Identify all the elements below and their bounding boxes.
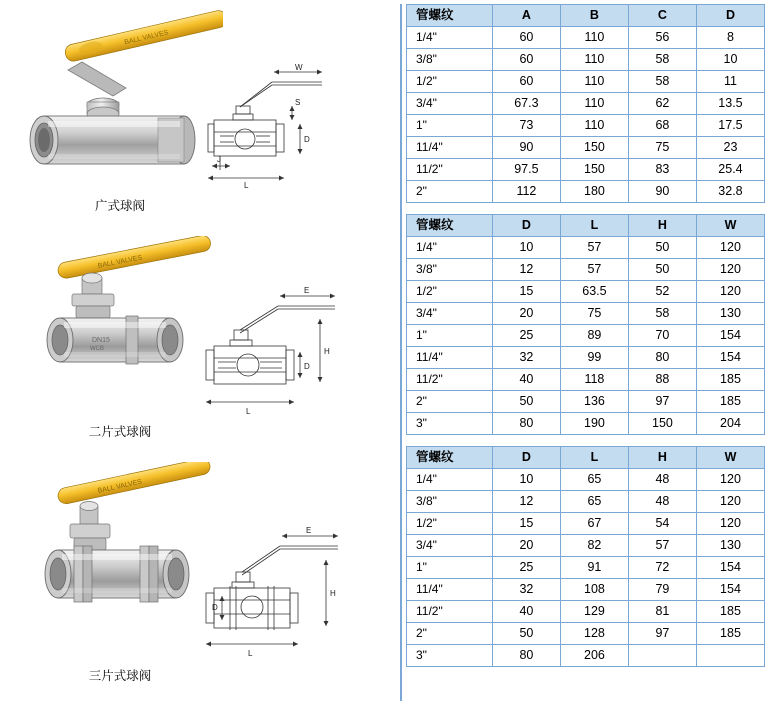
wide-type-valve-photo bbox=[8, 8, 223, 183]
wide-type-dimension-drawing bbox=[200, 62, 370, 202]
cell-thread: 1/2" bbox=[407, 281, 493, 303]
spec-table-column bbox=[406, 0, 771, 705]
cell-thread: 2" bbox=[407, 181, 493, 203]
th-h: H bbox=[628, 215, 696, 237]
cell-a: 90 bbox=[492, 137, 560, 159]
table-row bbox=[407, 27, 765, 49]
th-d: D bbox=[696, 5, 764, 27]
th-l: L bbox=[560, 447, 628, 469]
cell-h: 80 bbox=[628, 347, 696, 369]
caption-three-piece: 三片式球阀 bbox=[88, 669, 152, 683]
cell-w: 185 bbox=[696, 601, 764, 623]
cell-h: 58 bbox=[628, 303, 696, 325]
cell-thread: 1/2" bbox=[407, 71, 493, 93]
cell-w: 154 bbox=[696, 557, 764, 579]
cell-w bbox=[696, 645, 764, 667]
cell-d: 32 bbox=[492, 579, 560, 601]
dim-label-e: E bbox=[306, 526, 312, 535]
cell-b: 150 bbox=[560, 159, 628, 181]
cell-d: 10 bbox=[696, 49, 764, 71]
cell-thread: 2" bbox=[407, 623, 493, 645]
cell-a: 67.3 bbox=[492, 93, 560, 115]
table-row bbox=[407, 601, 765, 623]
cell-h: 70 bbox=[628, 325, 696, 347]
cell-b: 110 bbox=[560, 93, 628, 115]
cell-d: 40 bbox=[492, 601, 560, 623]
cell-h bbox=[628, 645, 696, 667]
table-header-row bbox=[407, 5, 765, 27]
cell-c: 58 bbox=[628, 49, 696, 71]
cell-h: 88 bbox=[628, 369, 696, 391]
dim-label-l: L bbox=[248, 649, 253, 658]
table-row bbox=[407, 325, 765, 347]
th-d: D bbox=[492, 215, 560, 237]
cell-d: 25.4 bbox=[696, 159, 764, 181]
svg-text:BALL VALVES: BALL VALVES bbox=[97, 254, 143, 270]
two-piece-valve-photo bbox=[30, 236, 225, 406]
dim-label-d: D bbox=[212, 603, 218, 612]
cell-thread: 11/2" bbox=[407, 601, 493, 623]
dim-label-j: J bbox=[217, 155, 221, 164]
cell-d: 15 bbox=[492, 513, 560, 535]
cell-thread: 11/2" bbox=[407, 159, 493, 181]
th-thread: 管螺纹 bbox=[407, 215, 493, 237]
caption-two-piece: 二片式球阀 bbox=[88, 425, 152, 439]
table-wide-type-body bbox=[407, 27, 765, 203]
cell-b: 110 bbox=[560, 115, 628, 137]
table-row bbox=[407, 303, 765, 325]
table-row bbox=[407, 93, 765, 115]
cell-d: 17.5 bbox=[696, 115, 764, 137]
cell-thread: 2" bbox=[407, 391, 493, 413]
cell-w: 130 bbox=[696, 535, 764, 557]
cell-w: 154 bbox=[696, 325, 764, 347]
cell-l: 206 bbox=[560, 645, 628, 667]
th-b: B bbox=[560, 5, 628, 27]
cell-thread: 3" bbox=[407, 645, 493, 667]
cell-l: 128 bbox=[560, 623, 628, 645]
svg-text:WCB: WCB bbox=[90, 346, 104, 352]
table-three-piece-head bbox=[407, 447, 765, 469]
th-thread: 管螺纹 bbox=[407, 447, 493, 469]
dim-label-w: W bbox=[295, 63, 303, 72]
cell-h: 50 bbox=[628, 237, 696, 259]
cell-l: 108 bbox=[560, 579, 628, 601]
table-three-piece-body bbox=[407, 469, 765, 667]
cell-w: 204 bbox=[696, 413, 764, 435]
svg-text:BALL VALVES: BALL VALVES bbox=[123, 29, 170, 47]
cell-thread: 3" bbox=[407, 413, 493, 435]
cell-b: 110 bbox=[560, 71, 628, 93]
cell-w: 120 bbox=[696, 513, 764, 535]
table-row bbox=[407, 347, 765, 369]
cell-w: 185 bbox=[696, 369, 764, 391]
cell-a: 60 bbox=[492, 27, 560, 49]
cell-a: 73 bbox=[492, 115, 560, 137]
cell-l: 65 bbox=[560, 491, 628, 513]
th-d: D bbox=[492, 447, 560, 469]
table-header-row bbox=[407, 447, 765, 469]
cell-d: 32.8 bbox=[696, 181, 764, 203]
th-c: C bbox=[628, 5, 696, 27]
dim-label-h: H bbox=[324, 347, 330, 356]
table-wide-type-head bbox=[407, 5, 765, 27]
table-two-piece bbox=[406, 214, 765, 435]
cell-thread: 3/4" bbox=[407, 303, 493, 325]
cell-h: 97 bbox=[628, 391, 696, 413]
dim-label-s: S bbox=[295, 98, 301, 107]
cell-l: 65 bbox=[560, 469, 628, 491]
table-row bbox=[407, 491, 765, 513]
cell-d: 11 bbox=[696, 71, 764, 93]
cell-h: 57 bbox=[628, 535, 696, 557]
table-row bbox=[407, 391, 765, 413]
cell-d: 8 bbox=[696, 27, 764, 49]
cell-c: 58 bbox=[628, 71, 696, 93]
cell-a: 60 bbox=[492, 71, 560, 93]
cell-thread: 1" bbox=[407, 557, 493, 579]
cell-b: 110 bbox=[560, 27, 628, 49]
cell-thread: 1/4" bbox=[407, 469, 493, 491]
svg-text:BALL VALVES: BALL VALVES bbox=[97, 478, 143, 495]
table-row bbox=[407, 71, 765, 93]
cell-h: 72 bbox=[628, 557, 696, 579]
th-a: A bbox=[492, 5, 560, 27]
column-divider bbox=[400, 4, 402, 701]
cell-d: 23 bbox=[696, 137, 764, 159]
cell-l: 99 bbox=[560, 347, 628, 369]
cell-d: 12 bbox=[492, 259, 560, 281]
table-row bbox=[407, 181, 765, 203]
cell-w: 120 bbox=[696, 469, 764, 491]
product-block-two-piece bbox=[0, 226, 400, 452]
table-wide-type bbox=[406, 4, 765, 203]
svg-text:DN15: DN15 bbox=[92, 337, 110, 344]
table-row bbox=[407, 645, 765, 667]
cell-thread: 3/8" bbox=[407, 259, 493, 281]
cell-d: 80 bbox=[492, 413, 560, 435]
cell-c: 75 bbox=[628, 137, 696, 159]
cell-w: 120 bbox=[696, 259, 764, 281]
table-row bbox=[407, 281, 765, 303]
table-row bbox=[407, 557, 765, 579]
cell-thread: 3/8" bbox=[407, 491, 493, 513]
cell-l: 89 bbox=[560, 325, 628, 347]
cell-thread: 1/2" bbox=[407, 513, 493, 535]
cell-c: 62 bbox=[628, 93, 696, 115]
cell-thread: 11/4" bbox=[407, 137, 493, 159]
cell-d: 15 bbox=[492, 281, 560, 303]
cell-h: 54 bbox=[628, 513, 696, 535]
cell-h: 50 bbox=[628, 259, 696, 281]
cell-c: 68 bbox=[628, 115, 696, 137]
cell-l: 136 bbox=[560, 391, 628, 413]
table-row bbox=[407, 535, 765, 557]
cell-l: 129 bbox=[560, 601, 628, 623]
product-block-three-piece bbox=[0, 452, 400, 704]
cell-l: 57 bbox=[560, 237, 628, 259]
cell-thread: 3/4" bbox=[407, 93, 493, 115]
cell-l: 118 bbox=[560, 369, 628, 391]
dim-label-d: D bbox=[304, 362, 310, 371]
cell-d: 25 bbox=[492, 557, 560, 579]
cell-c: 56 bbox=[628, 27, 696, 49]
dim-label-e: E bbox=[304, 286, 310, 295]
cell-l: 82 bbox=[560, 535, 628, 557]
cell-h: 97 bbox=[628, 623, 696, 645]
dim-label-h: H bbox=[330, 589, 336, 598]
cell-thread: 3/8" bbox=[407, 49, 493, 71]
cell-d: 80 bbox=[492, 645, 560, 667]
dim-label-l: L bbox=[246, 407, 251, 416]
cell-b: 110 bbox=[560, 49, 628, 71]
cell-l: 67 bbox=[560, 513, 628, 535]
cell-d: 40 bbox=[492, 369, 560, 391]
cell-h: 150 bbox=[628, 413, 696, 435]
cell-d: 20 bbox=[492, 303, 560, 325]
table-row bbox=[407, 159, 765, 181]
cell-thread: 3/4" bbox=[407, 535, 493, 557]
cell-d: 50 bbox=[492, 391, 560, 413]
cell-w: 154 bbox=[696, 579, 764, 601]
product-block-wide-type bbox=[0, 0, 400, 226]
cell-w: 185 bbox=[696, 623, 764, 645]
cell-d: 32 bbox=[492, 347, 560, 369]
cell-b: 180 bbox=[560, 181, 628, 203]
table-row bbox=[407, 137, 765, 159]
cell-l: 57 bbox=[560, 259, 628, 281]
cell-d: 13.5 bbox=[696, 93, 764, 115]
table-two-piece-head bbox=[407, 215, 765, 237]
cell-w: 120 bbox=[696, 281, 764, 303]
table-row bbox=[407, 259, 765, 281]
table-three-piece bbox=[406, 446, 765, 667]
th-l: L bbox=[560, 215, 628, 237]
cell-l: 91 bbox=[560, 557, 628, 579]
caption-wide-type: 广式球阀 bbox=[94, 199, 145, 213]
table-row bbox=[407, 413, 765, 435]
cell-h: 48 bbox=[628, 469, 696, 491]
cell-thread: 1" bbox=[407, 115, 493, 137]
cell-c: 90 bbox=[628, 181, 696, 203]
cell-h: 52 bbox=[628, 281, 696, 303]
table-row bbox=[407, 369, 765, 391]
cell-d: 25 bbox=[492, 325, 560, 347]
three-piece-dimension-drawing bbox=[200, 514, 370, 664]
cell-d: 10 bbox=[492, 237, 560, 259]
cell-h: 79 bbox=[628, 579, 696, 601]
cell-l: 190 bbox=[560, 413, 628, 435]
table-row bbox=[407, 579, 765, 601]
cell-l: 75 bbox=[560, 303, 628, 325]
cell-w: 185 bbox=[696, 391, 764, 413]
cell-d: 20 bbox=[492, 535, 560, 557]
th-h: H bbox=[628, 447, 696, 469]
cell-thread: 1" bbox=[407, 325, 493, 347]
cell-a: 112 bbox=[492, 181, 560, 203]
cell-h: 81 bbox=[628, 601, 696, 623]
table-row bbox=[407, 49, 765, 71]
dim-label-l: L bbox=[244, 181, 249, 190]
cell-a: 97.5 bbox=[492, 159, 560, 181]
table-row bbox=[407, 623, 765, 645]
cell-w: 130 bbox=[696, 303, 764, 325]
cell-d: 12 bbox=[492, 491, 560, 513]
cell-l: 63.5 bbox=[560, 281, 628, 303]
cell-d: 10 bbox=[492, 469, 560, 491]
th-w: W bbox=[696, 215, 764, 237]
table-row bbox=[407, 237, 765, 259]
two-piece-dimension-drawing bbox=[200, 274, 370, 424]
cell-c: 83 bbox=[628, 159, 696, 181]
th-thread: 管螺纹 bbox=[407, 5, 493, 27]
cell-a: 60 bbox=[492, 49, 560, 71]
cell-thread: 11/4" bbox=[407, 347, 493, 369]
cell-thread: 11/4" bbox=[407, 579, 493, 601]
cell-d: 50 bbox=[492, 623, 560, 645]
cell-thread: 1/4" bbox=[407, 237, 493, 259]
cell-h: 48 bbox=[628, 491, 696, 513]
cell-w: 120 bbox=[696, 491, 764, 513]
three-piece-valve-photo bbox=[22, 462, 227, 647]
table-header-row bbox=[407, 215, 765, 237]
th-w: W bbox=[696, 447, 764, 469]
dim-label-d: D bbox=[304, 135, 310, 144]
cell-b: 150 bbox=[560, 137, 628, 159]
cell-w: 120 bbox=[696, 237, 764, 259]
table-row bbox=[407, 513, 765, 535]
table-two-piece-body bbox=[407, 237, 765, 435]
table-row bbox=[407, 469, 765, 491]
cell-w: 154 bbox=[696, 347, 764, 369]
cell-thread: 11/2" bbox=[407, 369, 493, 391]
cell-thread: 1/4" bbox=[407, 27, 493, 49]
table-row bbox=[407, 115, 765, 137]
